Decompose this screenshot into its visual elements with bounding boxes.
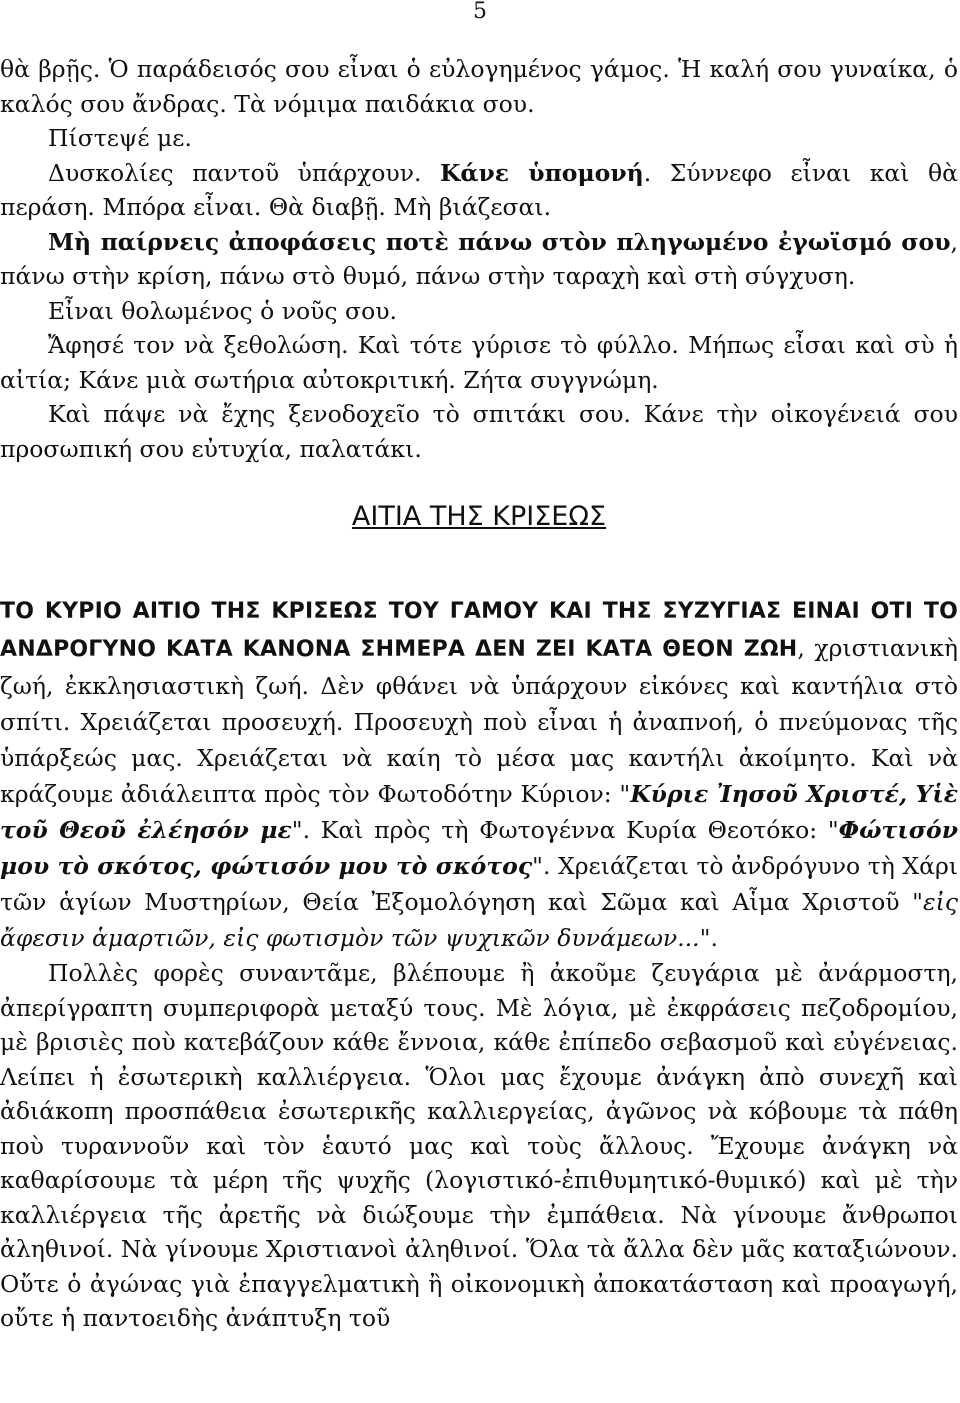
section-paragraph (0, 592, 958, 956)
section-heading: ΑΙΤΙΑ ΤΗΣ ΚΡΙΣΕΩΣ (351, 501, 607, 532)
section-lead-bold: ΤΟ ΚΥΡΙΟ ΑΙΤΙΟ ΤΗΣ ΚΡΙΣΕΩΣ ΤΟΥ ΓΑΜΟΥ ΚΑΙ ΤΗΣ ΣΥΖΥΓΙΑΣ ΕΙΝΑΙ ΟΤΙ ΤΟ ΑΝΔΡΟΓΥΝΟ ΚΑΤΑ ΚΑΝΟΝΑ ΣΗΜΕΡΑ ΔΕΝ ΖΕΙ ΚΑΤΑ ΘΕΟΝ ΖΩΗ (0, 599, 958, 662)
prayer-theotokos: Φώτισόν μου τὸ σκότος, φώτισόν μου τὸ σκότος (0, 816, 959, 880)
section-text-4: ". (699, 924, 718, 952)
paragraph-4-bold: Μὴ παίρνεις ἀποφάσεις ποτὲ πάνω στὸν πληγωμένο ἐγωϊσμό σου (48, 227, 951, 256)
section-text-2: ". Καὶ πρὸς τὴ Φωτογέννα Κυρία Θεοτόκο: " (291, 816, 839, 844)
paragraph-7: Καὶ πάψε νὰ ἔχης ξενοδοχεῖο τὸ σπιτάκι σου. Κάνε τὴν οἰκογένειά σου προσωπική σου εὐτυχία, παλατάκι. (0, 400, 958, 463)
section-text-3: ". Χρειάζεται τὸ ἀνδρόγυνο τὴ Χάρι τῶν ἁγίων Μυστηρίων, Θεία Ἐξομολόγηση καὶ Σῶμα καὶ Αἷμα Χριστοῦ " (0, 852, 958, 916)
paragraph-3 (0, 156, 958, 225)
paragraph-6: Ἄφησέ τον νὰ ξεθολώση. Καὶ τότε γύρισε τὸ φύλλο. Μήπως εἶσαι καὶ σὺ ἡ αἰτία; Κάνε μιὰ σωτήρια αὐτοκριτική. Ζήτα συγγνώμη. (0, 331, 958, 394)
paragraph-4 (0, 225, 958, 294)
liturgical-quote: εἰς ἄφεσιν ἁμαρτιῶν, εἰς φωτισμὸν τῶν ψυχικῶν δυνάμεων... (0, 888, 958, 952)
paragraph-3-bold: Κάνε ὑπομονή (439, 158, 644, 187)
page-number: 5 (473, 0, 487, 24)
paragraph-2: Πίστεψέ με. (48, 124, 192, 152)
paragraph-5: Εἶναι θολωμένος ὁ νοῦς σου. (48, 296, 397, 325)
paragraph-1: θὰ βρῇς. Ὁ παράδεισός σου εἶναι ὁ εὐλογημένος γάμος. Ἡ καλή σου γυναίκα, ὁ καλός σου ἄνδρας. Τὰ νόμιμα παιδάκια σου. (0, 55, 958, 118)
section-text-1: , χριστιανικὴ ζωή, ἐκκλησιαστικὴ ζωή. Δὲν φθάνει νὰ ὑπάρχουν εἰκόνες καὶ καντήλια στὸ σπίτι. Χρειάζεται προσευχή. Προσευχὴ ποὺ εἶναι ἡ ἀναπνοή, ὁ πνεύμονας τῆς ὑπάρξεώς μας. Χρειάζεται νὰ καίη τὸ μέσα μας καντήλι ἀκοίμητο. Καὶ νὰ κράζουμε ἀδιάλειπτα πρὸς τὸν Φωτοδότην Κύριον: " (0, 634, 958, 808)
document-body (0, 52, 958, 1336)
prayer-jesus: Κύριε Ἰησοῦ Χριστέ, Υἱὲ τοῦ Θεοῦ ἐλέησόν με (0, 780, 958, 844)
paragraph-last: Πολλὲς φορὲς συναντᾶμε, βλέπουμε ἢ ἀκοῦμε ζευγάρια μὲ ἀνάρμοστη, ἀπερίγραπτη συμπεριφορὰ μεταξύ τους. Μὲ λόγια, μὲ ἐκφράσεις πεζοδρομίου, μὲ βρισιὲς ποὺ κατεβάζουν κάθε ἔννοια, κάθε ἐπίπεδο σεβασμοῦ καὶ εὐγένειας. Λείπει ἡ ἐσωτερικὴ καλλιέργεια. Ὅλοι μας ἔχουμε ἀνάγκη ἀπὸ συνεχῆ καὶ ἀδιάκοπη προσπάθεια ἐσωτερικῆς καλλιεργείας, ἀγῶνος νὰ κόβουμε τὰ πάθη ποὺ τυραννοῦν καὶ τὸν ἑαυτό μας καὶ τοὺς ἄλλους. Ἔχουμε ἀνάγκη νὰ καθαρίσουμε τὰ μέρη τῆς ψυχῆς (λογιστικό-ἐπιθυμητικό-θυμικό) καὶ μὲ τὴν καλλιέργεια τῆς ἀρετῆς νὰ διώξουμε τὴν ἐμπάθεια. Νὰ γίνουμε ἄνθρωποι ἀληθινοί. Νὰ γίνουμε Χριστιανοὶ ἀληθινοί. Ὅλα τὰ ἄλλα δὲν μᾶς καταξιώνουν. Οὔτε ὁ ἀγώνας γιὰ ἐπαγγελματικὴ ἢ οἰκονομικὴ ἀποκατάσταση καὶ προαγωγή, οὔτε ἡ παντοειδὴς ἀνάπτυξη τοῦ (0, 959, 958, 1332)
paragraph-3-text-a: Δυσκολίες παντοῦ ὑπάρχουν. (48, 158, 440, 187)
paragraph-4-text: , πάνω στὴν κρίση, πάνω στὸ θυμό, πάνω στὴν ταραχὴ καὶ στὴ σύγχυση. (0, 227, 958, 290)
paragraph-3-text-b: . Σύννεφο εἶναι καὶ θὰ περάση. Μπόρα εἶναι. Θὰ διαβῇ. Μὴ βιάζεσαι. (0, 158, 958, 221)
